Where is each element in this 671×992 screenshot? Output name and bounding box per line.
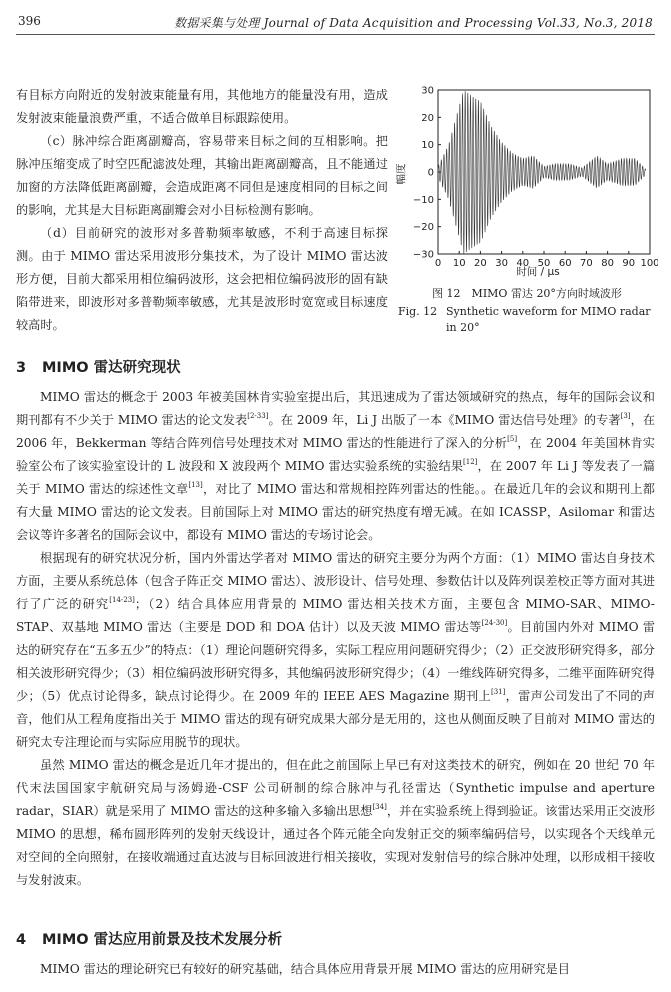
paragraph: （d）目前研究的波形对多普勒频率敏感，不利于高速目标探测。由于 MIMO 雷达采用波形分集技术，为了设计 MIMO 雷达波形方便，目前大都采用相位编码波形，这会把相位编码波形的固有缺陷带进来，即波形对多普勒频率敏感，尤其是波形时宽宽或目标速度较高时。 [16, 226, 388, 332]
x-axis-label: 时间 / μs [516, 266, 560, 278]
citation[interactable]: [2-33] [247, 412, 269, 420]
x-tick-label: 80 [601, 258, 614, 269]
citation[interactable]: [24-30] [481, 619, 508, 627]
x-tick-label: 0 [434, 258, 442, 269]
y-tick-label: 10 [421, 140, 434, 152]
section-title: MIMO 雷达研究现状 [42, 360, 181, 376]
paragraph: 根据现有的研究状况分析，国内外雷达学者对 MIMO 雷达的研究主要分为两个方面：（1）MIMO 雷达自身技术方面，主要从系统总体（包含子阵正交 MIMO 雷达）、波形设计、信号处理、参数估计以及阵列误差校正等方面对其进行了广泛的研究[14-23]；（2）结合具体应用背景的 MIMO 雷达相关技术方面，主要包含 MIMO-SAR、MIMO-STAP、双基地 MIMO 雷达（主要是 DOD 和 DOA 估计）以及天波 MIMO 雷达等[24-30]。目前国内外对 MIMO 雷达的研究存在“五多五少”的特点：（1）理论问题研究得多，实际工程应用问题研究得少；（2）正交波形研究得多，部分相关波形研究得少；（3）相位编码波形研究得多，其他编码波形研究得少；（4）一维线阵研究得多，二维平面阵研究得少；（5）优点讨论得多，缺点讨论得少。在 2009 年的 IEEE AES Magazine 期刊上[31]，雷声公司发出了不同的声音，他们从工程角度指出关于 MIMO 雷达的现有研究成果大部分是无用的，这也从侧面反映了目前对 MIMO 雷达的研究太专注理论而与实际应用脱节的现状。 [16, 551, 656, 749]
x-tick-label: 70 [580, 258, 593, 269]
y-tick-label: 0 [427, 167, 434, 179]
section-heading [16, 928, 655, 952]
figure-label-en: Fig. 12 [398, 305, 438, 318]
section-heading [16, 356, 655, 380]
x-tick-label: 60 [558, 258, 572, 269]
paragraph: MIMO 雷达的概念于 2003 年被美国林肯实验室提出后，其迅速成为了雷达领域研究的热点，每年的国际会议和期刊都有不少关于 MIMO 雷达的论文发表[2-33]。在 2009 年，Li J 出版了一本《MIMO 雷达信号处理》的专著[3]，在 2006 年，Bekkerman 等结合阵列信号处理技术对 MIMO 雷达的性能进行了深入的分析[5]，在 2004 年美国林肯实验室公布了该实验室设计的 L 波段和 X 波段两个 MIMO 雷达实验系统的实验结果[12]，在 2007 年 Li J 等发表了一篇关于 MIMO 雷达的综述性文章[13]，对比了 MIMO 雷达和常规相控阵列雷达的性能。。在最近几年的会议和期刊上都有大量 MIMO 雷达的论文发表。目前国际上对 MIMO 雷达的研究热度有增无减。在如 ICASSP，Asilomar 和雷达会议等许多著名的国际会议中，都设有 MIMO 雷达的专场讨论会。 [16, 390, 656, 542]
x-tick-label: 40 [516, 258, 530, 269]
y-tick-label: 30 [421, 85, 434, 97]
figure-caption-cn: 图 12 MIMO 雷达 20°方向时域波形 [432, 287, 622, 300]
waveform-series [438, 91, 646, 254]
citation[interactable]: [5] [507, 435, 518, 443]
y-tick-label: 20 [421, 112, 434, 124]
section-title: MIMO 雷达应用前景及技术发展分析 [42, 932, 283, 948]
y-tick-label: −20 [412, 222, 434, 234]
y-axis-label: 幅度 [396, 163, 407, 185]
figure-12 [396, 82, 658, 336]
citation[interactable]: [3] [620, 412, 631, 420]
x-tick-label: 30 [495, 258, 508, 269]
citation[interactable]: [12] [463, 458, 478, 466]
paragraph: 虽然 MIMO 雷达的概念是近几年才提出的，但在此之前国际上早已有对这类技术的研究，例如在 20 世纪 70 年代末法国国家宇航研究局与汤姆逊-CSF 公司研制的综合脉冲与孔径雷达（Synthetic impulse and aperture radar，SIAR）就是采用了 MIMO 雷达的这种多输入多输出思想[34]，并在实验系统上得到验证。该雷达采用正交波形 MIMO 的思想，稀布圆形阵列的发射天线设计，通过各个阵元能全向发射正交的频率编码信号，以实现各个天线单元对空间的全向照射，在接收端通过直达波与目标回波进行相关接收，实现对发射信号的综合脉冲处理，以形成相干接收与发射波束。 [16, 758, 656, 887]
citation[interactable]: [34] [372, 803, 387, 811]
section-number: 3 [16, 360, 27, 376]
y-tick-label: −30 [412, 249, 434, 261]
section-4 [16, 928, 655, 981]
figure-caption-en [396, 304, 658, 336]
journal-running-title: 数据采集与处理 Journal of Data Acquisition and Processing Vol.33, No.3, 2018 [174, 16, 653, 30]
section-number: 4 [16, 932, 27, 948]
page-number: 396 [18, 14, 41, 28]
paragraph: （c）脉冲综合距离副瓣高，容易带来目标之间的互相影响。把脉冲压缩变成了时空匹配滤波处理，其输出距离副瓣高，且不能通过加窗的方法降低距离副瓣，会造成距离不同但是速度相同的目标之间的影响，尤其是大目标距离副瓣会对小目标检测有影响。 [16, 134, 388, 217]
paragraph: MIMO 雷达的理论研究已有较好的研究基础，结合具体应用背景开展 MIMO 雷达的应用研究是目 [40, 962, 570, 976]
figure-caption-en-line2: in 20° [446, 321, 480, 334]
x-tick-label: 50 [537, 258, 551, 269]
figure-caption-en-line1: Synthetic waveform for MIMO radar [446, 305, 651, 318]
x-tick-label: 10 [452, 258, 466, 269]
paragraph: 有目标方向附近的发射波束能量有用，其他地方的能量没有用，造成发射波束能量浪费严重，不适合做单目标跟踪使用。 [16, 88, 388, 125]
waveform-chart [396, 82, 658, 280]
x-tick-label: 20 [474, 258, 487, 269]
section-3 [16, 356, 655, 892]
citation[interactable]: [13] [188, 481, 203, 489]
x-tick-label: 90 [622, 258, 636, 269]
y-tick-label: −10 [412, 194, 434, 206]
x-tick-label: 100 [640, 258, 658, 269]
running-header [16, 12, 655, 35]
citation[interactable]: [14-23] [109, 596, 135, 604]
citation[interactable]: [31] [490, 688, 506, 696]
left-column [16, 84, 388, 337]
